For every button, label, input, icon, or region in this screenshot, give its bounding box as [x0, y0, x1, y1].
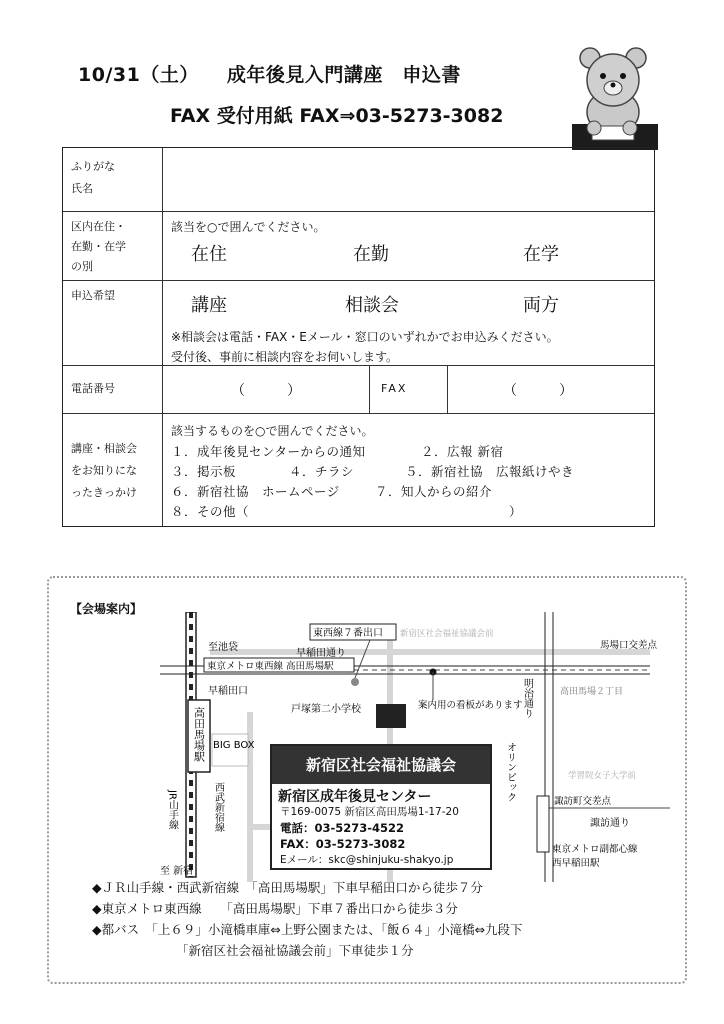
- access-bus-stop: 「新宿区社会福祉協議会前」下車徒歩１分: [176, 943, 414, 958]
- center-org: 新宿区社会福祉協議会: [272, 746, 490, 784]
- fax-label: FAX: [381, 382, 408, 395]
- request-note-1: ※相談会は電話・FAX・Eメール・窓口のいずれかでお申込みください。: [171, 330, 559, 344]
- column-divider: [369, 365, 370, 413]
- source-label-2: をお知りにな: [71, 464, 137, 477]
- name-input-area[interactable]: [165, 151, 651, 208]
- center-fax: FAX：03-5273-3082: [280, 837, 406, 851]
- source-option-1[interactable]: １．成年後見センターからの通知: [171, 444, 366, 459]
- label-faint-center: 新宿区社会福祉協議会前: [400, 629, 494, 639]
- furigana-label: ふりがな: [71, 160, 115, 173]
- row-divider: [63, 211, 654, 212]
- source-instruction: 該当するものを○で囲んでください。: [171, 424, 374, 438]
- label-seibu-line: 西武新宿線: [212, 782, 224, 832]
- label-big-box: BIG BOX: [213, 740, 255, 751]
- phone-label: 電話番号: [71, 382, 115, 395]
- source-option-3[interactable]: ３．掲示板: [171, 464, 237, 479]
- fax-input[interactable]: （ ）: [503, 383, 573, 399]
- label-to-ikebukuro: 至池袋: [208, 642, 238, 653]
- column-divider: [162, 148, 163, 526]
- label-nishiwaseda: 西早稲田駅: [552, 858, 600, 869]
- source-option-4[interactable]: ４．チラシ: [289, 464, 355, 479]
- residence-label-2: 在勤・在学: [71, 240, 126, 253]
- label-suwa-street: 諏訪通り: [590, 818, 630, 829]
- center-tel: 電話：03-5273-4522: [280, 821, 405, 835]
- center-email[interactable]: Eメール：skc@shinjuku-shakyo.jp: [280, 854, 454, 866]
- label-faint-school: 学習院女子大学前: [568, 771, 637, 781]
- source-label-3: ったきっかけ: [71, 486, 137, 499]
- source-option-5[interactable]: ５．新宿社協 広報紙けやき: [405, 464, 575, 479]
- residence-option-live[interactable]: 在住: [191, 244, 227, 265]
- label-takadanobaba2: 高田馬場２丁目: [560, 687, 624, 697]
- title-main: 成年後見入門講座 申込書: [226, 64, 461, 86]
- access-bus: ◆都バス 「上６９」小滝橋車庫⇔上野公園または、「飯６４」小滝橋⇔九段下: [92, 922, 523, 937]
- access-jr: ◆ＪＲ山手線・西武新宿線 「高田馬場駅」下車早稲田口から徒歩７分: [92, 880, 483, 895]
- residence-option-study[interactable]: 在学: [523, 244, 559, 265]
- residence-option-work[interactable]: 在勤: [353, 244, 389, 265]
- request-option-both[interactable]: 両方: [523, 295, 559, 316]
- label-to-shinjuku: 至 新宿: [160, 866, 194, 877]
- request-option-consultation[interactable]: 相談会: [345, 295, 399, 316]
- bear-mascot-icon: [568, 40, 658, 150]
- label-tozai-line: 東京メトロ東西線 高田馬場駅: [207, 661, 334, 672]
- label-jr-line: JR山手線: [166, 790, 178, 830]
- residence-label-1: 区内在住・: [71, 220, 126, 233]
- source-label-1: 講座・相談会: [71, 442, 137, 455]
- phone-input[interactable]: （ ）: [231, 383, 301, 399]
- name-label: 氏名: [71, 182, 93, 195]
- row-divider: [63, 365, 654, 366]
- source-option-7[interactable]: ７．知人からの紹介: [375, 484, 493, 499]
- residence-label-3: の別: [71, 260, 93, 273]
- row-divider: [63, 413, 654, 414]
- request-option-lecture[interactable]: 講座: [191, 295, 227, 316]
- label-exit7: 東西線７番出口: [313, 628, 383, 639]
- page-title: [78, 60, 461, 87]
- label-station: 高田馬場駅: [192, 707, 206, 762]
- label-fukutoshin: 東京メトロ副都心線: [552, 844, 638, 855]
- column-divider: [447, 365, 448, 413]
- row-divider: [63, 280, 654, 281]
- label-olympic: オリンピック: [504, 742, 516, 802]
- center-info-box: [270, 744, 492, 870]
- label-school: 戸塚第二小学校: [291, 704, 361, 715]
- access-tozai: ◆東京メトロ東西線 「高田馬場駅」下車７番出口から徒歩３分: [92, 901, 458, 916]
- application-form: [62, 147, 655, 527]
- fax-number-line: FAX 受付用紙 FAX⇒03-5273-3082: [170, 105, 504, 127]
- label-waseda-street: 早稲田通り: [296, 648, 346, 659]
- center-name: 新宿区成年後見センター: [278, 789, 432, 805]
- title-date: 10/31（土）: [78, 64, 199, 86]
- label-meiji: 明治通り: [521, 678, 533, 718]
- label-wasedaguchi: 早稲田口: [208, 686, 248, 697]
- source-option-8[interactable]: ８．その他（ ）: [171, 504, 523, 519]
- request-label: 申込希望: [71, 289, 115, 302]
- residence-instruction: 該当を○で囲んでください。: [171, 220, 326, 234]
- request-note-2: 受付後、事前に相談内容をお伺いします。: [171, 350, 399, 364]
- source-option-2[interactable]: ２．広報 新宿: [421, 444, 504, 459]
- label-babaguchi: 馬場口交差点: [600, 640, 658, 651]
- source-option-6[interactable]: ６．新宿社協 ホームページ: [171, 484, 340, 499]
- venue-title: 【会場案内】: [70, 602, 143, 616]
- label-suwacho: 諏訪町交差点: [554, 796, 612, 807]
- label-signboard: 案内用の看板があります: [418, 700, 523, 711]
- center-address: 〒169-0075 新宿区高田馬場1-17-20: [280, 806, 459, 818]
